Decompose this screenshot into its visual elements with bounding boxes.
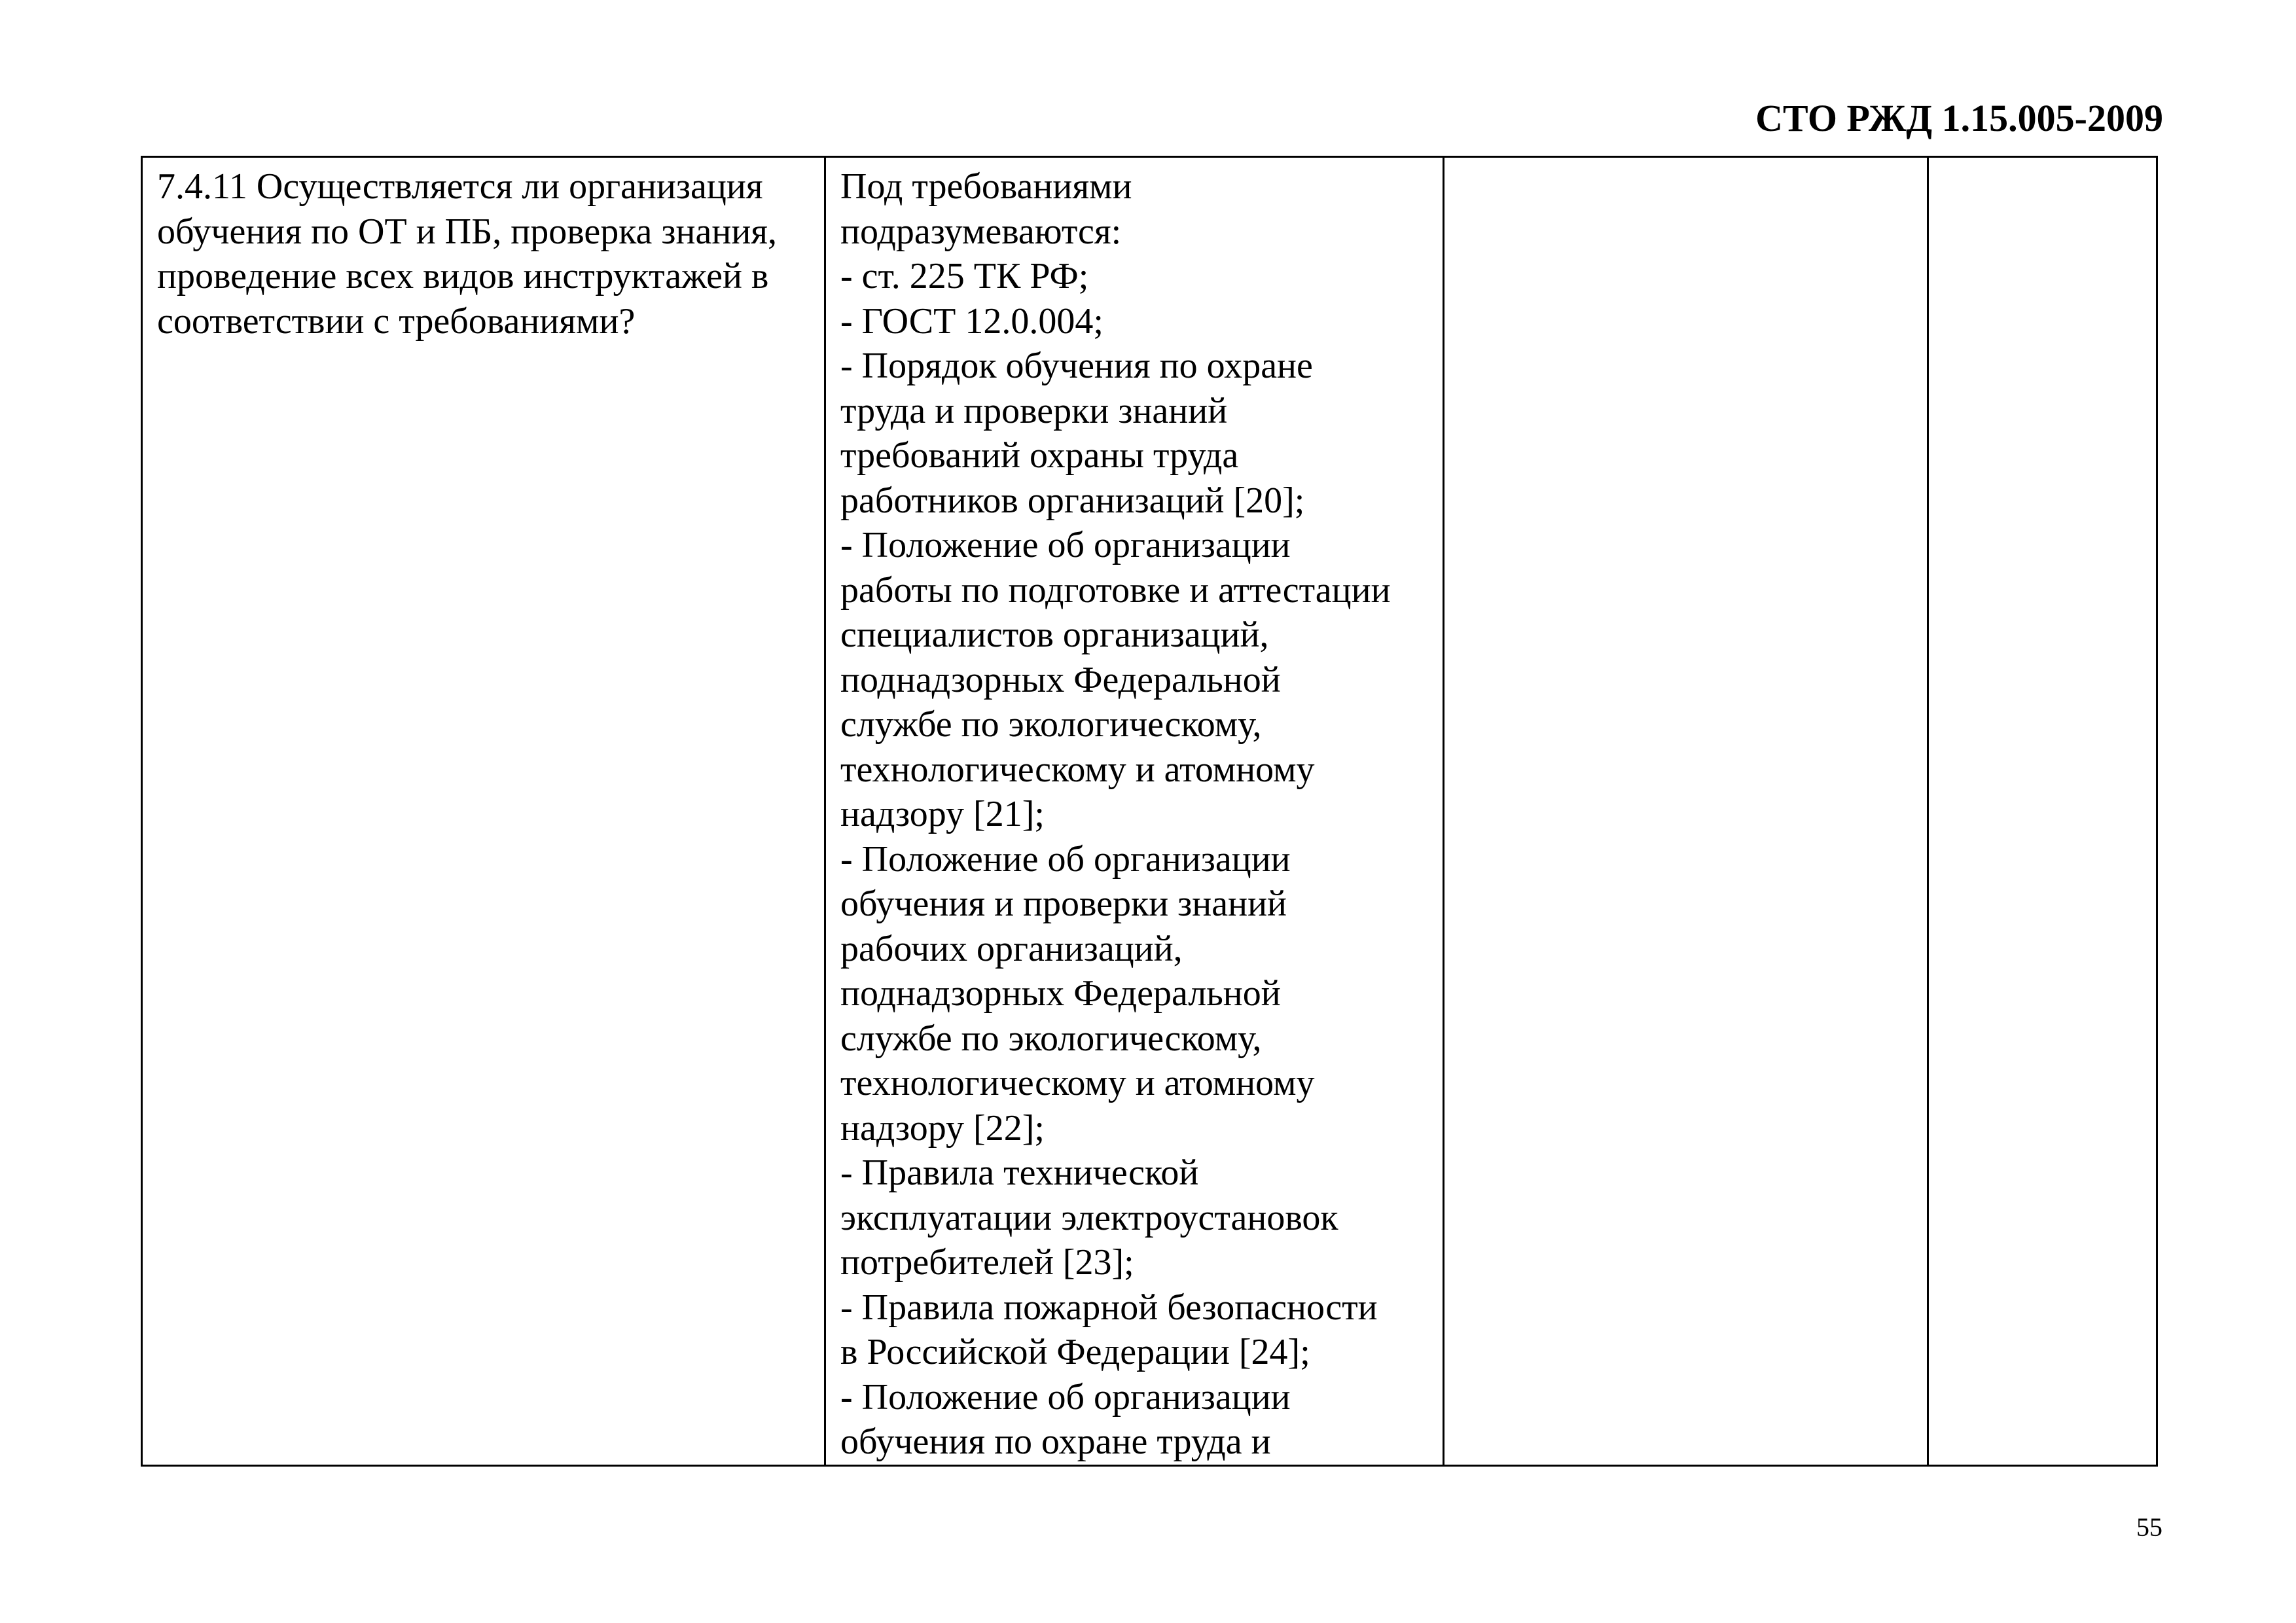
requirements-line: обучения по охране труда и [840,1421,1271,1462]
requirements-line: - ст. 225 ТК РФ; [840,256,1089,296]
question-line: обучения по ОТ и ПБ, проверка знания, [157,211,778,252]
requirements-line: надзору [21]; [840,794,1045,834]
requirements-table [141,156,2158,1467]
requirements-line: - Положение об организации [840,1376,1291,1418]
requirements-line: - Правила пожарной безопасности [840,1287,1378,1328]
note-text [1929,158,2156,164]
requirements-line: поднадзорных Федеральной [840,973,1281,1014]
requirements-line: в Российской Федерации [24]; [840,1332,1310,1372]
requirements-line: эксплуатации электроустановок [840,1197,1338,1238]
requirements-line: работников организаций [20]; [840,480,1305,521]
requirements-line: - Положение об организации [840,838,1291,880]
requirements-line: - Порядок обучения по охране [840,346,1313,386]
requirements-line: рабочих организаций, [840,928,1183,969]
requirements-line: труда и проверки знаний [840,390,1228,431]
requirements-line: работы по подготовке и аттестации [840,569,1391,611]
question-line: проведение всех видов инструктажей в [157,256,769,296]
requirements-line: службе по экологическому, [840,704,1262,745]
table-row [142,157,2157,1466]
requirements-line: надзору [22]; [840,1107,1045,1149]
requirements-line: требований охраны труда [840,435,1239,476]
requirements-cell [825,157,1444,1466]
requirements-line: Под требованиями [840,166,1132,207]
requirements-line: поднадзорных Федеральной [840,659,1281,700]
requirements-line: специалистов организаций, [840,615,1269,655]
requirements-line: потребителей [23]; [840,1242,1134,1283]
result-cell [1444,157,1928,1466]
requirements-line: - Правила технической [840,1152,1199,1193]
question-line: 7.4.11 Осуществляется ли организация [157,166,763,207]
requirements-line: подразумеваются: [840,211,1122,252]
result-text [1444,158,1927,164]
requirements-line: обучения и проверки знаний [840,883,1287,924]
requirements-line: технологическому и атомному [840,749,1315,790]
requirements-line: - ГОСТ 12.0.004; [840,300,1103,342]
note-cell [1928,157,2157,1466]
requirements-line: технологическому и атомному [840,1063,1315,1103]
document-code: СТО РЖД 1.15.005-2009 [1755,97,2163,139]
page-number: 55 [2136,1512,2162,1542]
question-cell [142,157,825,1466]
requirements-line: службе по экологическому, [840,1018,1262,1059]
question-line: соответствии с требованиями? [157,300,636,342]
requirements-line: - Положение об организации [840,525,1291,565]
